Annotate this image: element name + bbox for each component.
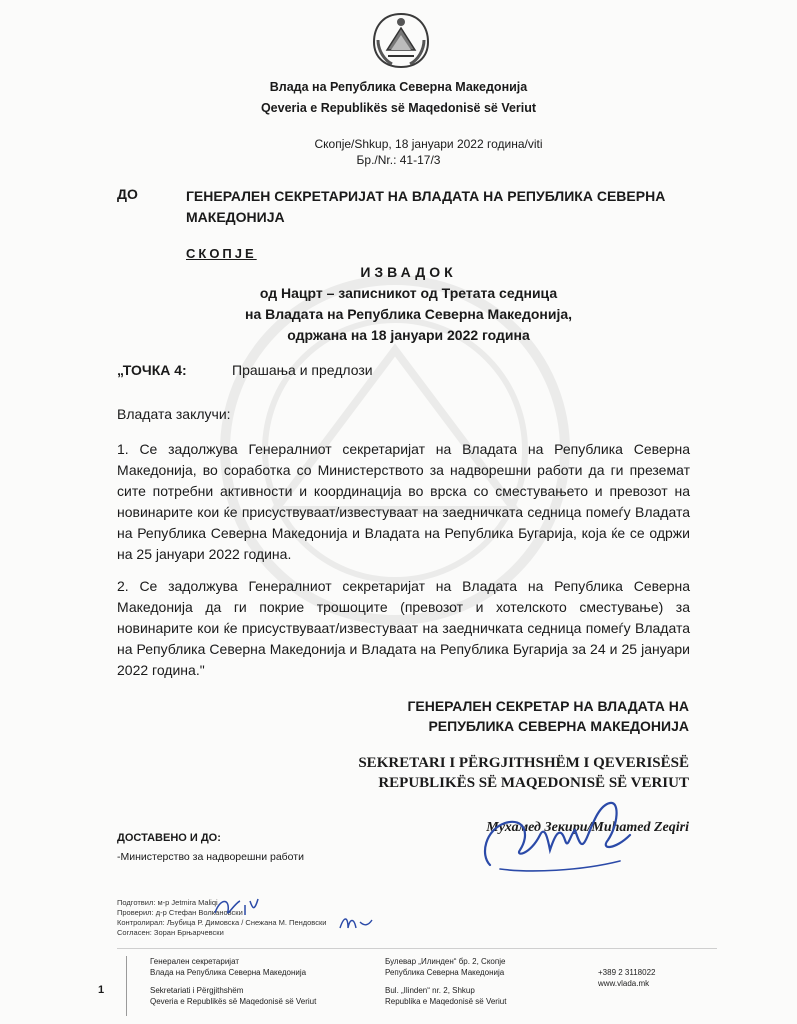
footer-address-sq-line1: Bul. „Ilinden“ nr. 2, Shkup [385, 986, 475, 995]
addressee-text: ГЕНЕРАЛЕН СЕКРЕТАРИЈАТ НА ВЛАДАТА НА РЕПУБЛИКА СЕВЕРНА МАКЕДОНИЈА [186, 188, 666, 225]
coat-of-arms-icon [368, 10, 434, 70]
handwritten-initials [210, 893, 280, 923]
controlled-by: Контролирал: Љубица Р. Димовска / Снежана М. Пендовски [117, 918, 327, 927]
signatory-title-sq-2: REPUBLIKËS SË MAQEDONISË SË VERIUT [378, 775, 689, 791]
handwritten-initials-2 [336, 914, 376, 934]
footer-phone: +389 2 3118022 [598, 968, 656, 977]
signatory-name: Мухамед Зекири/Muhamed Zeqiri [486, 820, 689, 835]
footer-org-mk-line2: Влада на Република Северна Македонија [150, 968, 307, 977]
extract-subtitle-1: од Нацрт – записникот од Третата седница [259, 285, 558, 301]
footer-org-mk-line1: Генерален секретаријат [150, 957, 240, 966]
prepared-by: Подготвил: м-р Jetmira Maliqi [117, 898, 218, 907]
agenda-point-text: Прашања и предлози [232, 362, 373, 378]
footer-address-sq-line2: Republika e Maqedonisë së Veriut [385, 997, 507, 1006]
conclusion-paragraph-1: 1. Се задолжува Генералниот секретаријат на Владата на Република Северна Македонија, во соработка со Министерството за надворешни работи да ги преземат сите потребни активности и координација во врска со сместувањето и превозот на новинарите кои ќе присуствуваат/известуваат на заедничката седница помеѓу Владата на Република Северна Македонија и Владата на Република Бугарија, која ќе се одржи на 25 јануари 2022 година. [117, 441, 690, 562]
extract-subtitle-3: одржана на 18 јануари 2022 година [287, 327, 530, 343]
signatory-title-mk-2: РЕПУБЛИКА СЕВЕРНА МАКЕДОНИЈА [428, 718, 689, 734]
delivery-label: ДОСТАВЕНО И ДО: [117, 832, 221, 844]
signatory-title-sq-1: SEKRETARI I PËRGJITHSHËM I QEVERISËSË [358, 755, 689, 771]
footer-org-sq-line2: Qeveria e Republikës së Maqedonisë së Veriut [150, 997, 317, 1006]
footer-org-sq-line1: Sekretariati i Përgjithshëm [150, 986, 244, 995]
footer-divider [117, 948, 717, 949]
delivery-item: -Министерство за надворешни работи [117, 851, 304, 863]
page-number: 1 [98, 984, 105, 996]
addressee-label: ДО [117, 186, 138, 202]
addressee-city: СКОПЈЕ [186, 246, 257, 261]
signatory-title-mk-1: ГЕНЕРАЛЕН СЕКРЕТАР НА ВЛАДАТА НА [407, 698, 689, 714]
footer-address-mk-line2: Република Северна Македонија [385, 968, 505, 977]
handwritten-signature [470, 795, 650, 875]
footer-website: www.vlada.mk [598, 979, 650, 988]
date-line: Скопје/Shkup, 18 јануари 2022 година/viti [314, 137, 543, 151]
government-name-sq: Qeveria e Republikës së Maqedonisë së Veriut [260, 101, 537, 115]
extract-title: ИЗВАДОК [360, 264, 457, 280]
footer-org-sq [150, 985, 316, 1007]
footer-bar [126, 956, 127, 1016]
reference-number: Бр./Nr.: 41-17/3 [356, 153, 441, 167]
footer-org-mk [150, 956, 306, 978]
conclusion-paragraph-2: 2. Се задолжува Генералниот секретаријат на Владата на Република Северна Македонија да ги покрие трошоците (превозот и хотелското сместување) за новинарите кои ќе присуствуваат/известуваат на заедничката седница помеѓу Владата на Република Северна Македонија и Владата на Република Бугарија за 24 и 25 јануари 2022 година." [117, 578, 690, 678]
approved-by: Согласен: Зоран Брњарчевски [117, 928, 224, 937]
government-name-mk: Влада на Република Северна Македонија [269, 80, 528, 94]
conclusion-heading: Владата заклучи: [117, 406, 231, 422]
agenda-point-label: „ТОЧКА 4: [117, 362, 187, 378]
footer-address-mk-line1: Булевар „Илинден“ бр. 2, Скопје [385, 957, 506, 966]
footer-address-sq [385, 985, 506, 1007]
extract-subtitle-2: на Владата на Република Северна Македонија, [244, 306, 573, 322]
footer-address-mk [385, 956, 505, 978]
footer-contact [598, 967, 655, 989]
checked-by: Проверил: д-р Стефан Волкановски [117, 908, 243, 917]
